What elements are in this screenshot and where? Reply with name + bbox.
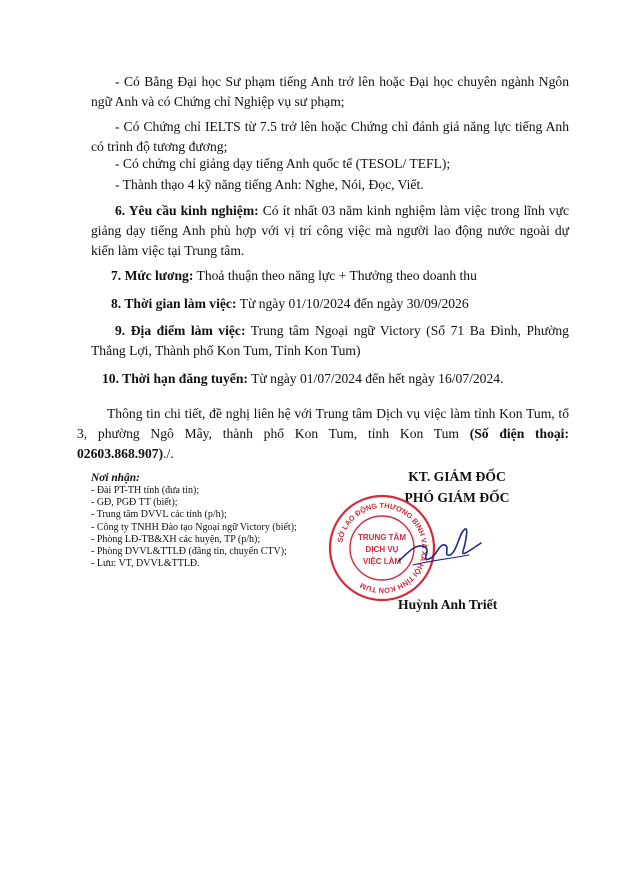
section-6-text-1: Có ít nhất 03 năm kinh nghiệm làm việc trong lĩnh bbox=[258, 203, 545, 218]
seal-ring-textpath: SỞ LAO ĐỘNG THƯƠNG BINH VÀ XÃ HỘI TỈNH KON TUM bbox=[335, 500, 430, 596]
section-9-text-2: Phường Thắng Lợi, Thành phố Kon Tum, Tỉnh Kon Tum) bbox=[91, 323, 569, 358]
contact-paragraph bbox=[77, 404, 569, 464]
signature-title-1: KT. GIÁM ĐỐC bbox=[408, 469, 506, 484]
recipients-list bbox=[91, 485, 297, 570]
section-7-label: 7. Mức lương: bbox=[111, 268, 194, 283]
signature-title-2: PHÓ GIÁM ĐỐC bbox=[404, 490, 510, 505]
req-line-3: - Có chứng chỉ giảng dạy tiếng Anh quốc tế (TESOL/ TEFL); bbox=[115, 156, 451, 171]
section-8-label: 8. Thời gian làm việc: bbox=[111, 296, 237, 311]
section-6-text-2: vực giảng dạy tiếng Anh phù hợp với vị trí công việc mà người lao động nước ngoài bbox=[91, 203, 569, 238]
section-10 bbox=[102, 369, 569, 389]
req-line-1a: - Có Bằng Đại học Sư phạm tiếng Anh trở lên hoặc Đại học chuyên ngành Ngôn bbox=[115, 74, 569, 89]
req-line-1b: ngữ Anh và có Chứng chỉ Nghiệp vụ sư phạm; bbox=[91, 94, 345, 109]
contact-phone-label: (Số điện thoại: bbox=[469, 426, 569, 441]
section-7-text: Thoả thuận theo năng lực + Thưởng theo doanh thu bbox=[193, 268, 477, 283]
section-6-text-3: dự kiến làm việc tại Trung tâm. bbox=[91, 223, 569, 258]
section-10-label: 10. Thời hạn đăng tuyển: bbox=[102, 371, 248, 386]
req-line-1 bbox=[91, 72, 569, 112]
section-7 bbox=[111, 266, 569, 286]
section-10-text: Từ ngày 01/07/2024 đến hết ngày 16/07/2024. bbox=[247, 371, 504, 386]
section-6 bbox=[91, 201, 569, 261]
signer-name: Huỳnh Anh Triết bbox=[398, 597, 498, 612]
recipient-item: - Trung tâm DVVL các tỉnh (p/h); bbox=[91, 509, 227, 521]
recipient-item: - Công ty TNHH Đào tạo Ngoại ngữ Victory (biết); bbox=[91, 521, 297, 533]
seal-center-line-1: TRUNG TÂM bbox=[358, 533, 406, 542]
seal-center-line-3: VIỆC LÀM bbox=[362, 557, 402, 566]
recipient-item: - Phòng LĐ-TB&XH các huyện, TP (p/h); bbox=[91, 533, 261, 545]
req-line-2b: Anh có trình độ tương đương; bbox=[91, 119, 570, 154]
recipient-item: - Lưu: VT, DVVL&TTLĐ. bbox=[91, 558, 200, 570]
seal-center-line-2: DỊCH VỤ bbox=[365, 545, 399, 554]
handwritten-signature bbox=[395, 521, 485, 573]
recipient-item: - Đài PT-TH tỉnh (đưa tin); bbox=[91, 485, 200, 496]
section-8 bbox=[111, 294, 569, 314]
req-line-4: - Thành thạo 4 kỹ năng tiếng Anh: Nghe, Nói, Đọc, Viết. bbox=[115, 177, 424, 192]
req-line-2a: - Có Chứng chỉ IELTS từ 7.5 trở lên hoặc Chứng chỉ đánh giá năng lực tiếng bbox=[115, 119, 543, 134]
contact-ending: ./. bbox=[163, 446, 174, 461]
section-6-label: 6. Yêu cầu kinh nghiệm: bbox=[115, 203, 259, 218]
req-line-2 bbox=[91, 117, 569, 157]
contact-phone-number: 02603.868.907) bbox=[77, 446, 164, 461]
recipient-item: - GĐ, PGĐ TT (biết); bbox=[91, 497, 178, 509]
section-9 bbox=[91, 321, 569, 361]
recipient-item: - Phòng DVVL&TTLĐ (đăng tin, chuyển CTV); bbox=[91, 546, 287, 558]
contact-line-1: Thông tin chi tiết, đề nghị liên hệ với Trung tâm Dịch vụ việc làm tỉnh Kon Tum, bbox=[107, 406, 555, 421]
section-8-text: Từ ngày 01/10/2024 đến ngày 30/09/2026 bbox=[236, 296, 469, 311]
section-9-text-1: Trung tâm Ngoại ngữ Victory (Số 71 Ba Đình, bbox=[245, 323, 521, 338]
section-9-label: 9. Địa điểm làm việc: bbox=[115, 323, 246, 338]
contact-line-2a: tổ 3, phường Ngô Mây, thành phố Kon Tum, tỉnh Kon Tum bbox=[77, 406, 569, 441]
recipients-title: Nơi nhận: bbox=[91, 472, 140, 484]
